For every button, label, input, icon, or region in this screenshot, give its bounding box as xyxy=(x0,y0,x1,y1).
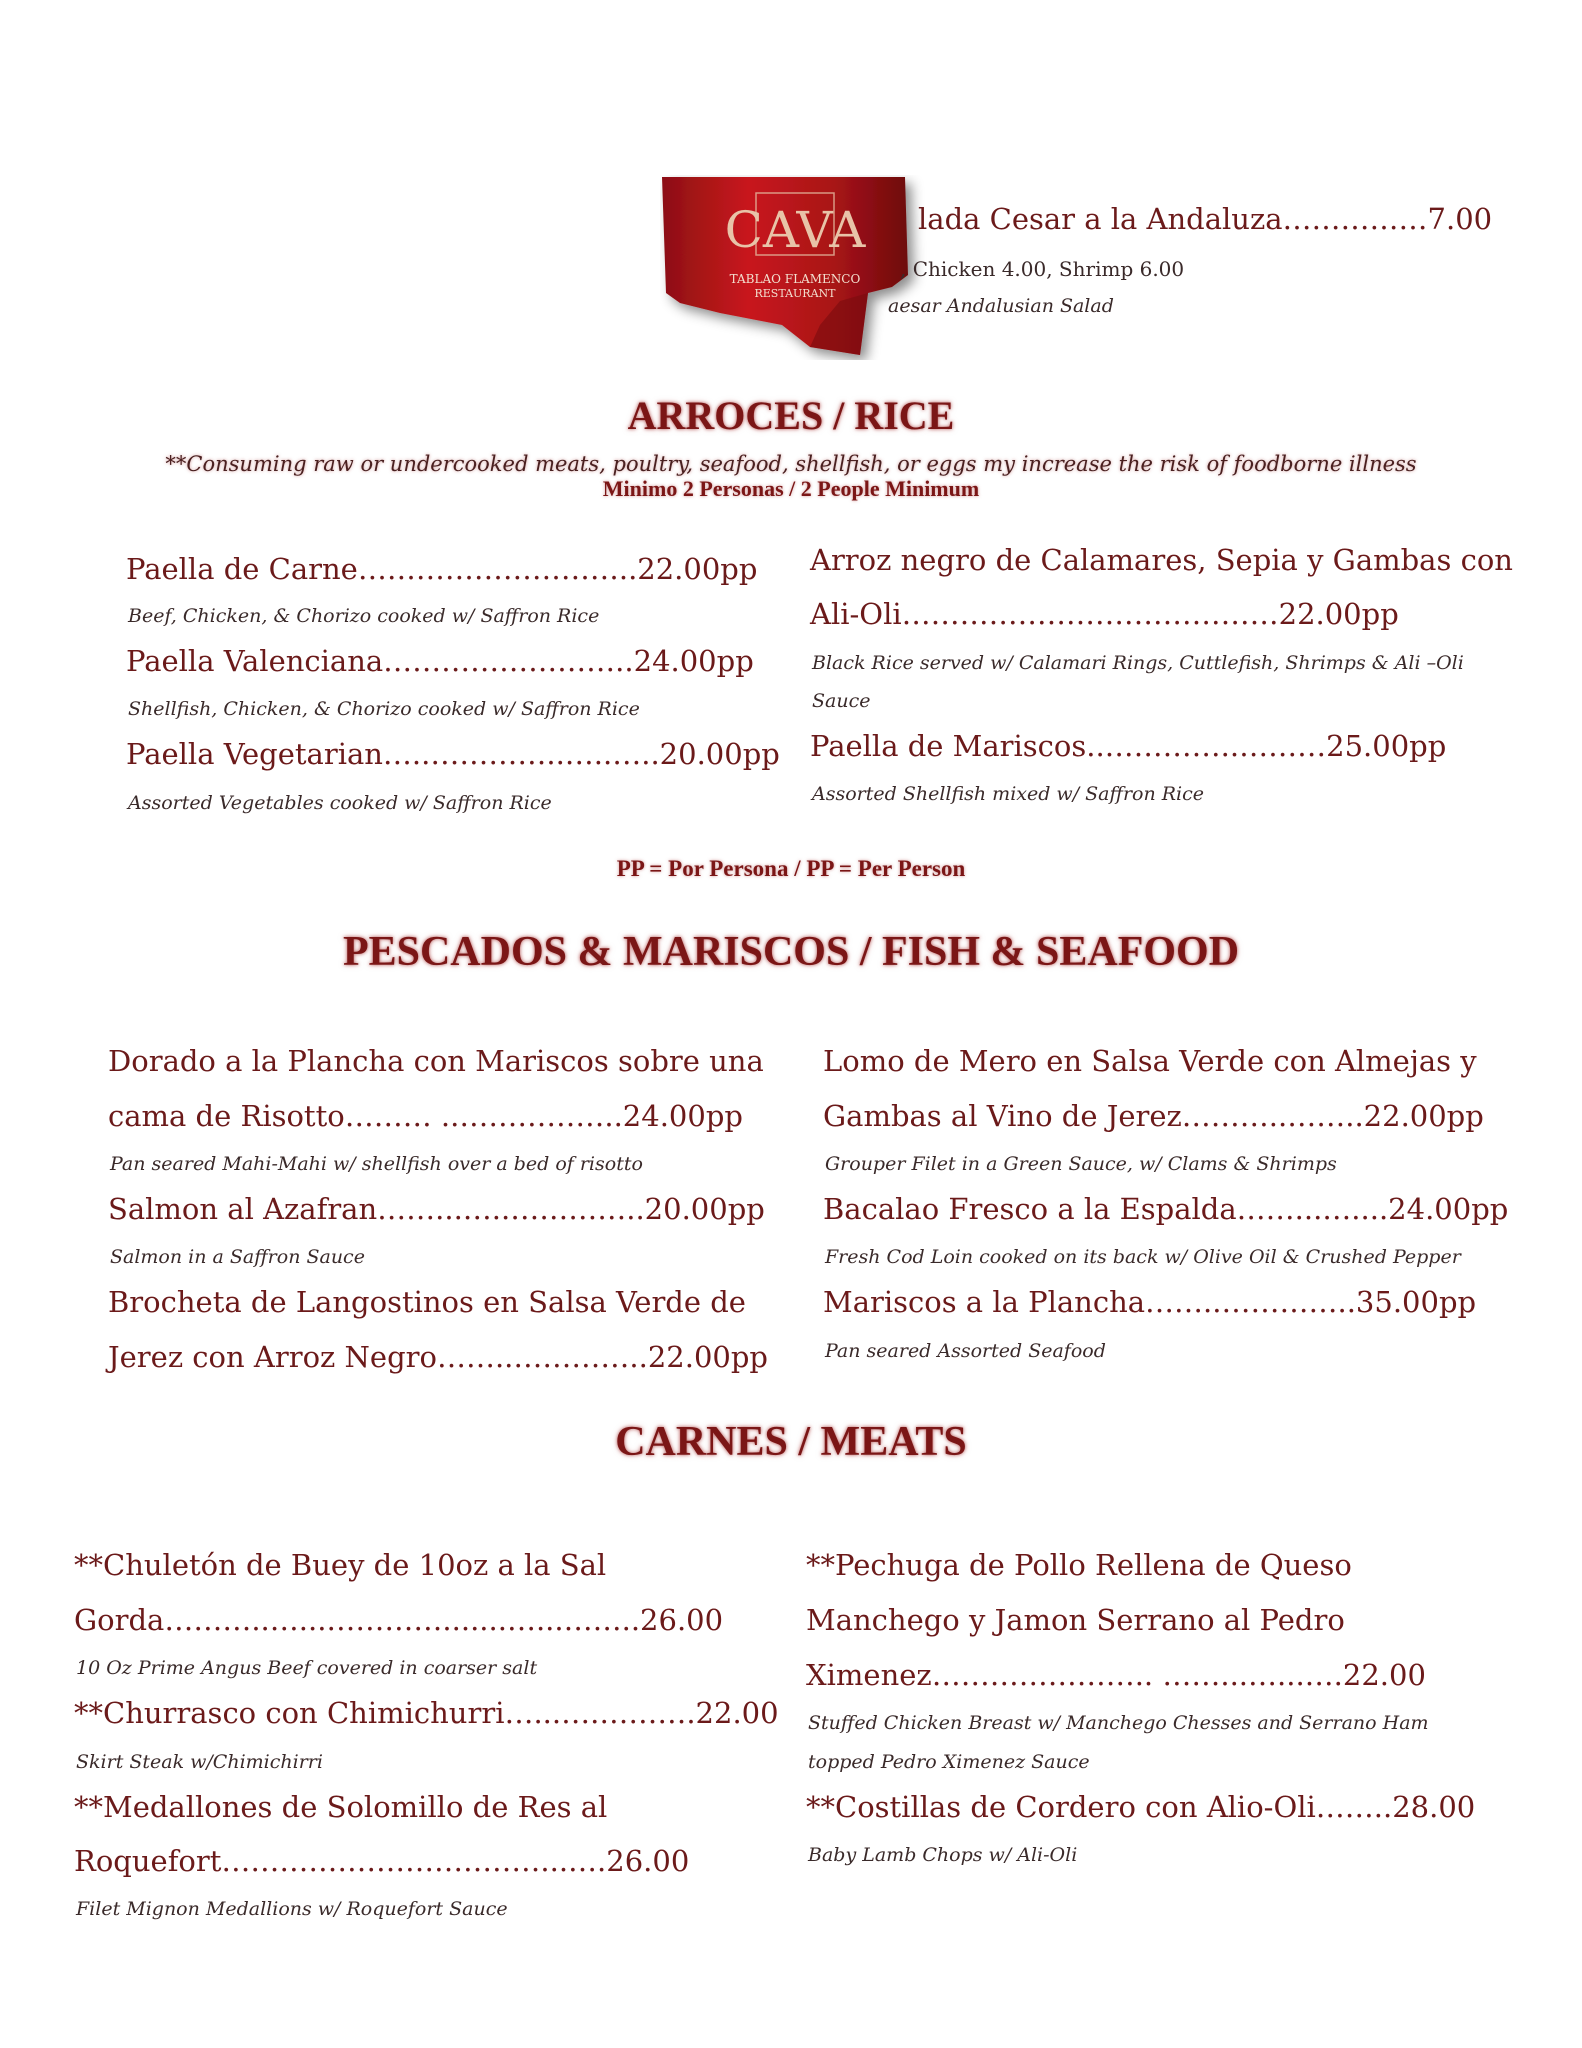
menu-item-desc: 10 Oz Prime Angus Beef covered in coarser salt xyxy=(76,1657,538,1679)
menu-item-title: Paella de Carne………………………..22.00pp xyxy=(126,552,758,586)
restaurant-logo xyxy=(660,175,930,360)
menu-item-title: Paella Valenciana……………………..24.00pp xyxy=(126,644,754,678)
menu-item-desc: Filet Mignon Medallions w/ Roquefort Sauce xyxy=(76,1898,508,1920)
menu-item-title-cont: cama de Risotto……… ..……………..24.00pp xyxy=(108,1099,743,1133)
minimum-note: Minimo 2 Personas / 2 People Minimum xyxy=(602,476,980,501)
foodborne-warning: **Consuming raw or undercooked meats, poultry, seafood, shellfish, or eggs my increase the risk of foodborne illness xyxy=(165,452,1417,476)
menu-item-title-cont: Gorda………..…...………….......…...……..26.00 xyxy=(74,1603,724,1637)
menu-item-title: **Costillas de Cordero con Alio-Oli……..28.00 xyxy=(806,1790,1476,1824)
menu-item-desc-cont: topped Pedro Ximenez Sauce xyxy=(808,1751,1090,1773)
logo-line1: TABLAO FLAMENCO xyxy=(729,272,861,286)
rice-heading: ARROCES / RICE xyxy=(627,393,955,438)
menu-item-title-cont: Jerez con Arroz Negro……..…………..22.00pp xyxy=(108,1340,768,1374)
menu-item-title: **Churrasco con Chimichurri…...….……….22.00 xyxy=(74,1696,779,1730)
menu-item-title: **Chuletón de Buey de 10oz a la Sal xyxy=(74,1548,607,1582)
menu-item-title: Lomo de Mero en Salsa Verde con Almejas y xyxy=(823,1044,1477,1078)
logo-line2: RESTAURANT xyxy=(754,287,836,300)
menu-item-title: Paella de Mariscos..…………..………25.00pp xyxy=(810,729,1447,763)
menu-item-desc-cont: Sauce xyxy=(812,690,871,712)
menu-item-title: Brocheta de Langostinos en Salsa Verde de xyxy=(108,1285,746,1319)
menu-item-desc: Salmon in a Saffron Sauce xyxy=(110,1246,365,1268)
per-person-note: PP = Por Persona / PP = Per Person xyxy=(616,856,966,881)
menu-item-desc: Pan seared Mahi-Mahi w/ shellfish over a bed of risotto xyxy=(110,1153,643,1175)
salad-addons: , Chicken 4.00, Shrimp 6.00 xyxy=(900,257,1185,281)
menu-item-desc: Pan seared Assorted Seafood xyxy=(825,1340,1106,1362)
menu-item-desc: Shellfish, Chicken, & Chorizo cooked w/ Saffron Rice xyxy=(128,698,640,720)
menu-item-title: Mariscos a la Plancha……..…………..35.00pp xyxy=(823,1285,1477,1319)
menu-item-title: Dorado a la Plancha con Mariscos sobre una xyxy=(108,1044,764,1078)
menu-item-title: Paella Vegetarian…..…………..…..…..20.00pp xyxy=(126,737,780,771)
menu-item-title-cont: Ali-Oli…………………………………22.00pp xyxy=(810,597,1399,631)
menu-item-desc: Assorted Shellfish mixed w/ Saffron Rice xyxy=(812,783,1205,805)
seafood-heading: PESCADOS & MARISCOS / FISH & SEAFOOD xyxy=(342,929,1240,975)
menu-item-title: Bacalao Fresco a la Espalda……...…....24.00pp xyxy=(823,1192,1509,1226)
menu-item-desc: Assorted Vegetables cooked w/ Saffron Rice xyxy=(128,792,552,814)
menu-item-desc: Grouper Filet in a Green Sauce, w/ Clams & Shrimps xyxy=(825,1153,1337,1175)
menu-item-desc: Beef, Chicken, & Chorizo cooked w/ Saffron Rice xyxy=(128,605,600,627)
menu-item-desc: Baby Lamb Chops w/ Ali-Oli xyxy=(808,1844,1078,1866)
menu-item-title-cont: Manchego y Jamon Serrano al Pedro xyxy=(806,1603,1345,1637)
salad-title: lada Cesar a la Andaluza……………7.00 xyxy=(918,202,1493,236)
menu-item-title-cont: Ximenez………………….. ……...…...….22.00 xyxy=(806,1658,1426,1692)
menu-item-title: Arroz negro de Calamares, Sepia y Gambas con xyxy=(810,543,1513,577)
menu-item-title: **Pechuga de Pollo Rellena de Queso xyxy=(806,1548,1352,1582)
menu-item-desc: Skirt Steak w/Chimichirri xyxy=(76,1751,323,1773)
menu-item-title-cont: Roquefort……………………………...….26.00 xyxy=(74,1844,690,1878)
salad-desc: aesar Andalusian Salad xyxy=(888,295,1114,317)
meats-heading: CARNES / MEATS xyxy=(615,1419,967,1465)
menu-item-desc: Fresh Cod Loin cooked on its back w/ Olive Oil & Crushed Pepper xyxy=(825,1246,1461,1268)
menu-item-title: Salmon al Azafran……...…..…………..20.00pp xyxy=(108,1192,765,1226)
menu-item-desc: Black Rice served w/ Calamari Rings, Cuttlefish, Shrimps & Ali –Oli xyxy=(812,652,1464,674)
menu-item-title-cont: Gambas al Vino de Jerez………..……..22.00pp xyxy=(823,1099,1484,1133)
menu-item-title: **Medallones de Solomillo de Res al xyxy=(74,1790,608,1824)
menu-item-desc: Stuffed Chicken Breast w/ Manchego Chesses and Serrano Ham xyxy=(808,1712,1429,1734)
logo-brand: CAVA xyxy=(724,201,866,259)
